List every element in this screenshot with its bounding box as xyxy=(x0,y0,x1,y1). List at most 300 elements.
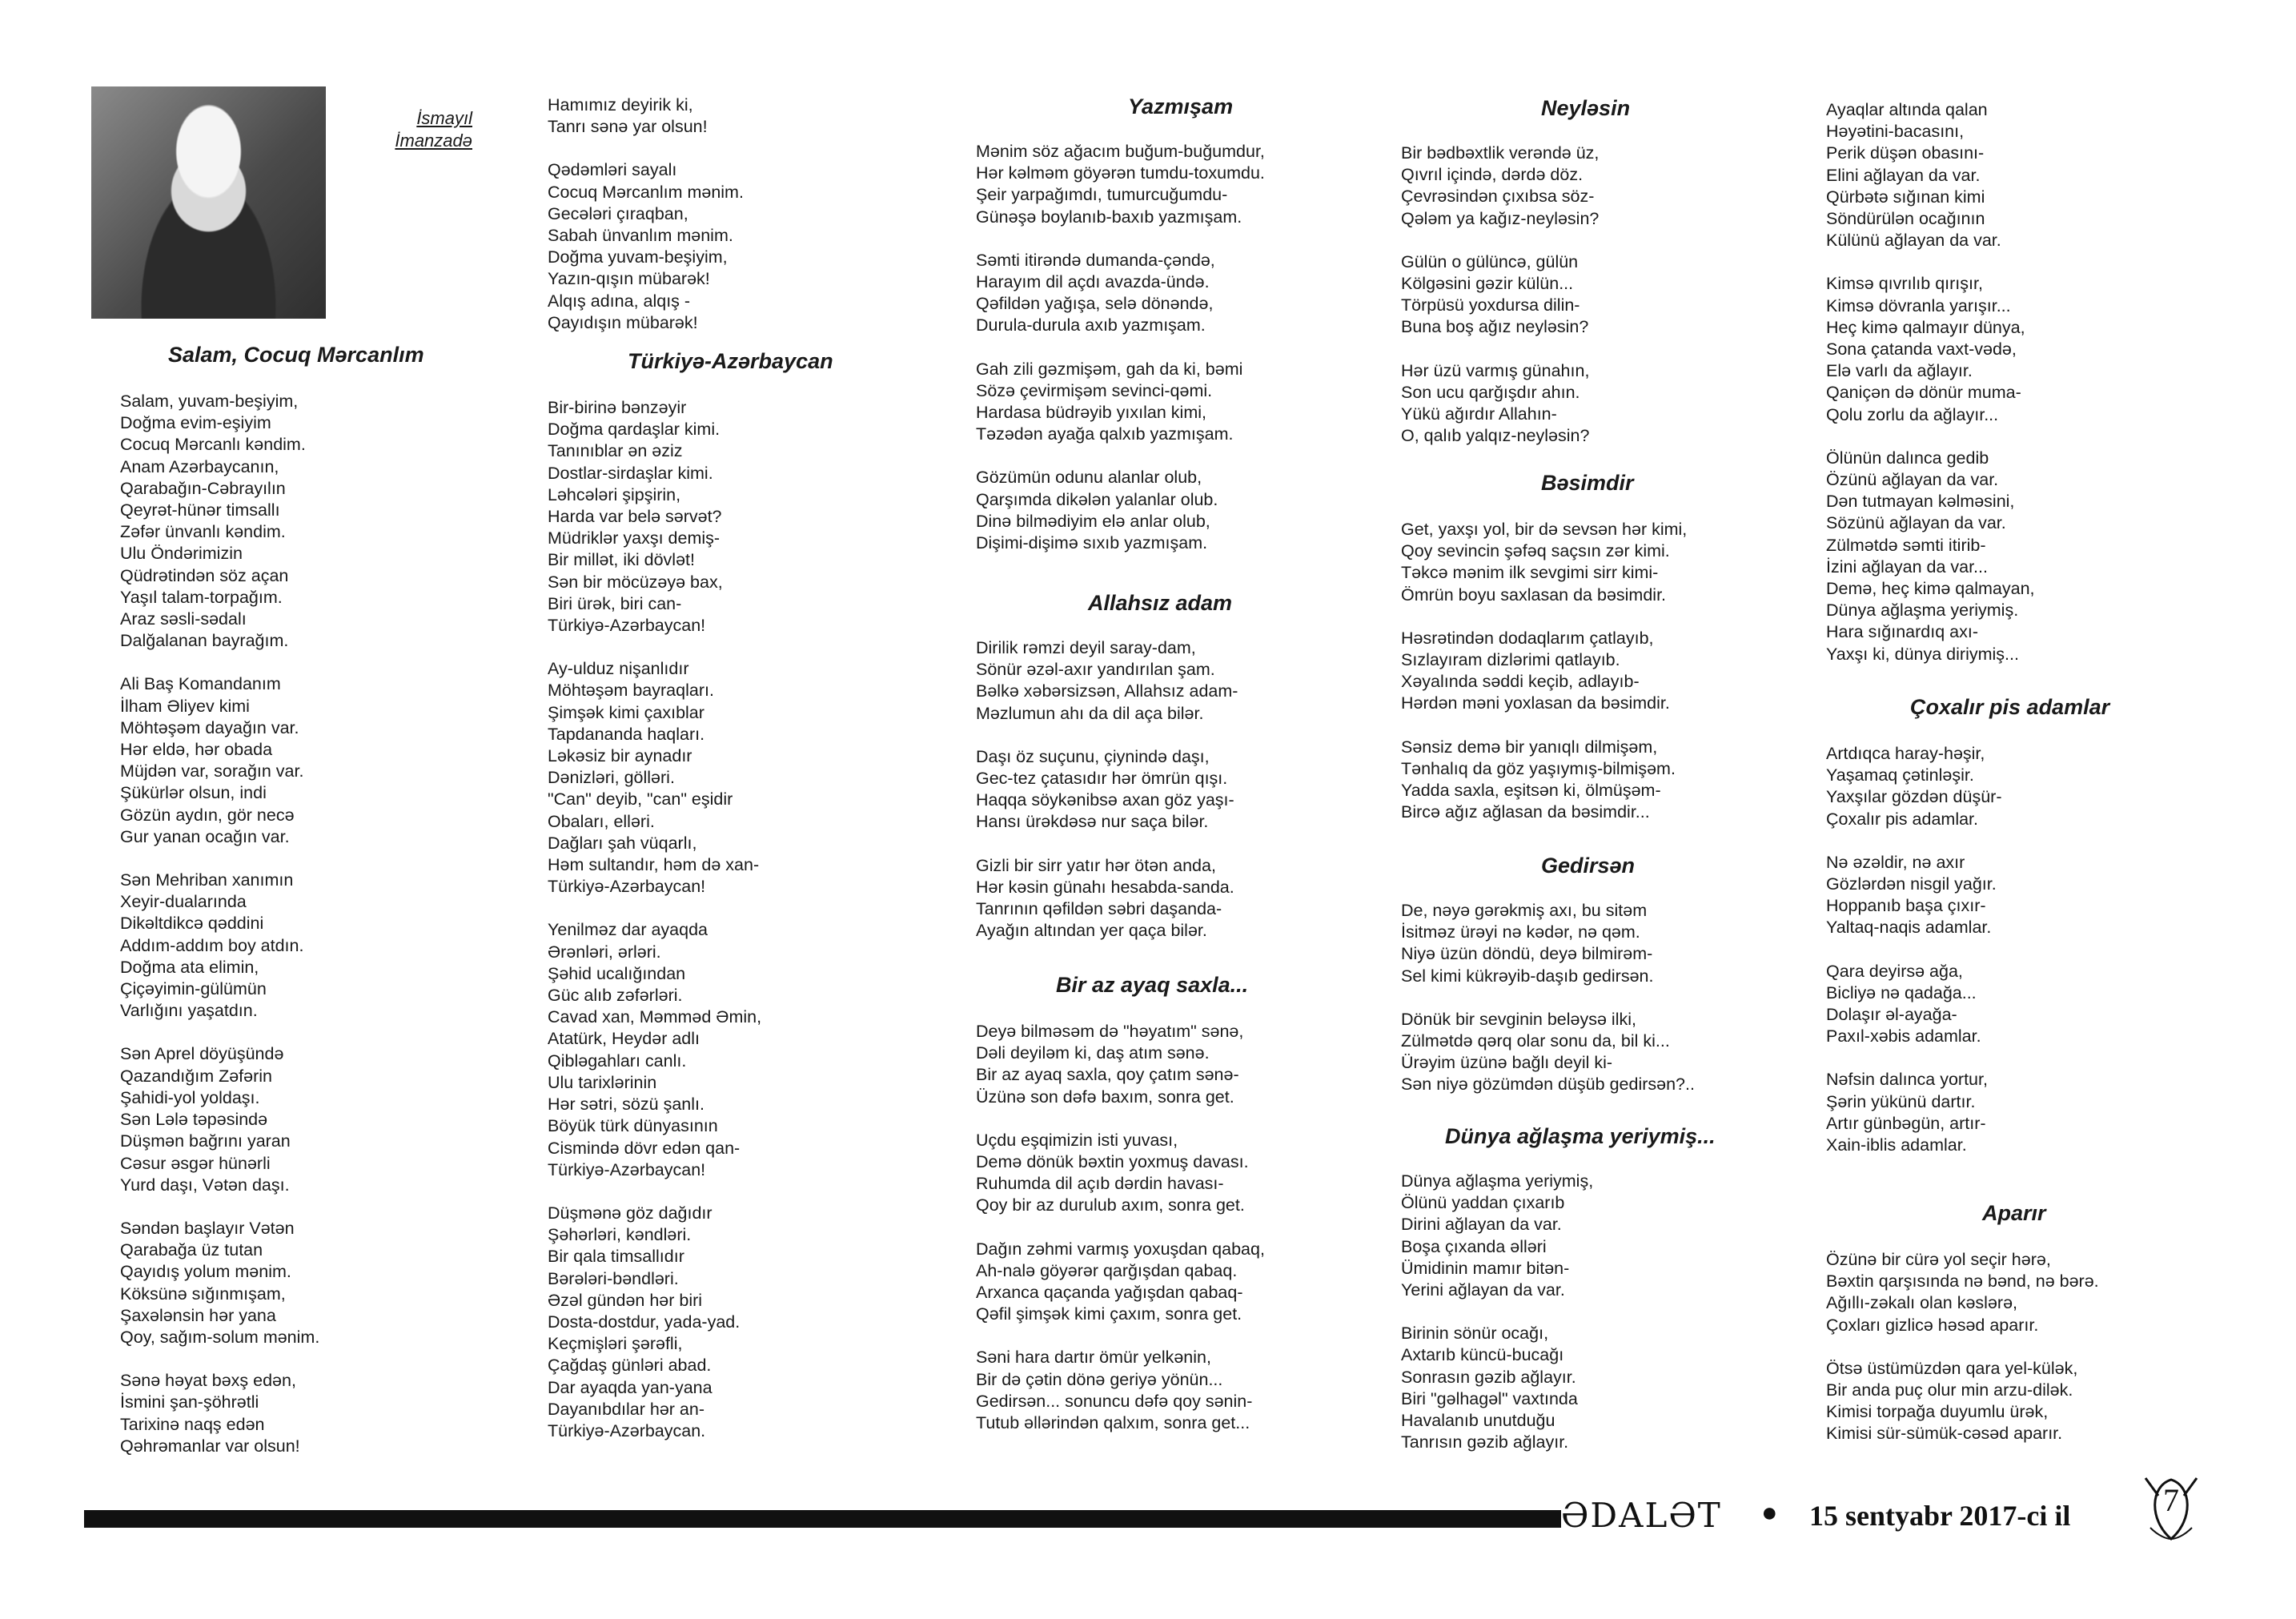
poem-title xyxy=(1541,854,1635,878)
verse-line: Artdıqca haray-həşir, xyxy=(1826,744,1985,763)
verse-line: Bərələri-bəndləri. xyxy=(548,1268,679,1288)
verse-line: Həm sultandır, həm də xan- xyxy=(548,855,760,875)
verse-line: Hoppanıb başa çıxır- xyxy=(1826,896,1986,916)
verse-line: Biri ürək, biri can- xyxy=(548,593,682,613)
verse-line: Hər kəsin günahı hesabda-sanda. xyxy=(976,877,1234,897)
verse-line: Hər kəlməm göyərən tumdu-toxumdu. xyxy=(976,163,1265,183)
verse-line: Şükürlər olsun, indi xyxy=(120,783,267,803)
verse-line: Bir-birinə bənzəyir xyxy=(548,398,687,417)
poem-title xyxy=(1541,471,1634,495)
verse-line: Çoxalır pis adamlar. xyxy=(1826,809,1978,829)
poem-title xyxy=(1541,96,1630,120)
verse-line: Gizli bir sirr yatır hər ötən anda, xyxy=(976,855,1216,875)
verse-line: Böyük türk dünyasının xyxy=(548,1116,718,1136)
verse-line: Şəhərləri, kəndləri. xyxy=(548,1225,692,1245)
stanza xyxy=(976,141,1265,228)
verse-line: Dayanıbdılar hər an- xyxy=(548,1399,704,1419)
verse-line: Çiçəyimin-gülümün xyxy=(120,979,267,999)
verse-line: Dikəltdikcə qəddini xyxy=(120,914,264,934)
poem-body xyxy=(120,391,319,1479)
verse-line: Birinin sönür ocağı, xyxy=(1401,1324,1549,1344)
verse-line: Şeir yarpağımdı, tumurcuğumdu- xyxy=(976,185,1228,205)
verse-line: Perik düşən obasını- xyxy=(1826,143,1985,163)
verse-line: Biri "gəlhagəl" vaxtında xyxy=(1401,1388,1578,1408)
verse-line: Sabah ünvanlım mənim. xyxy=(548,226,733,246)
verse-line: Həsrətindən dodaqlarım çatlayıb, xyxy=(1401,628,1654,648)
stanza xyxy=(1826,99,2035,251)
verse-line: Gah zili gəzmişəm, gah da ki, bəmi xyxy=(976,359,1243,379)
verse-line: Heç kimə qalmayır dünya, xyxy=(1826,317,2025,337)
author-photo xyxy=(91,86,326,319)
verse-line: Dağları şah vüqarlı, xyxy=(548,833,697,853)
verse-line: Ayağın altından yer qaça bilər. xyxy=(976,921,1207,941)
verse-line: Keçmişləri şərəfli, xyxy=(548,1334,683,1354)
verse-line: Şərin yükünü dartır. xyxy=(1826,1091,1976,1111)
verse-line: Sənsiz demə bir yanıqlı dilmişəm, xyxy=(1401,737,1658,757)
verse-line: Bir anda puç olur min arzu-dilək. xyxy=(1826,1380,2073,1400)
stanza xyxy=(120,1218,319,1348)
author-first-name: İsmayıl xyxy=(416,108,472,128)
verse-line: Türkiyə-Azərbaycan! xyxy=(548,877,706,897)
verse-line: Yaşıl talam-torpağım. xyxy=(120,587,283,607)
verse-line: Xain-iblis adamlar. xyxy=(1826,1135,1967,1155)
verse-line: Artır günbəgün, artır- xyxy=(1826,1113,1986,1133)
verse-line: Tanınıblar ən əziz xyxy=(548,441,683,461)
verse-line: Qıvrıl içində, dərdə döz. xyxy=(1401,165,1584,185)
verse-line: Həyətini-bacasını, xyxy=(1826,122,1965,142)
verse-line: Hər sətri, sözü şanlı. xyxy=(548,1095,704,1115)
stanza xyxy=(1401,360,1599,448)
verse-line: Şahidi-yol yoldaşı. xyxy=(120,1087,260,1107)
verse-line: Çoxları gizlicə həsəd aparır. xyxy=(1826,1315,2039,1335)
stanza xyxy=(548,397,761,637)
poem-title-text: Salam, Cocuq Mərcanlım xyxy=(168,343,424,367)
poem-body xyxy=(1826,99,2035,687)
verse-line: Dəli deyiləm ki, daş atım sənə. xyxy=(976,1043,1210,1063)
verse-line: Müjdən var, sorağın var. xyxy=(120,761,304,781)
verse-line: Bircə ağız ağlasan da bəsimdir... xyxy=(1401,802,1650,822)
stanza xyxy=(1401,519,1687,606)
verse-line: Gecələri çıraqban, xyxy=(548,203,688,223)
verse-line: Yükü ağırdır Allahın- xyxy=(1401,404,1557,424)
poem-body xyxy=(1401,1171,1593,1475)
poem-body xyxy=(976,1021,1265,1456)
verse-line: Atatürk, Heydər adlı xyxy=(548,1029,700,1049)
stanza xyxy=(120,1370,319,1457)
verse-line: Özünü ağlayan da var. xyxy=(1826,470,1999,490)
verse-line: Get, yaxşı yol, bir də sevsən hər kimi, xyxy=(1401,520,1688,539)
verse-line: Bir bədbəxtlik verəndə üz, xyxy=(1401,143,1600,163)
poem-title-text: Gedirsən xyxy=(1541,854,1636,878)
verse-line: Ölünün dalınca gedib xyxy=(1826,448,1989,468)
verse-line: Ölünü yaddan çıxarıb xyxy=(1401,1193,1565,1213)
verse-line: Doğma yuvam-beşiyim, xyxy=(548,247,728,267)
poem-body xyxy=(1826,1249,2099,1467)
verse-line: Dişimi-dişimə sıxıb yazmışam. xyxy=(976,533,1208,553)
verse-line: Tanrının qəfildən səbri daşanda- xyxy=(976,899,1222,919)
verse-line: Daşı öz suçunu, çiynində daşı, xyxy=(976,746,1210,766)
poem-body xyxy=(1826,743,2002,1178)
stanza xyxy=(1401,1323,1593,1453)
verse-line: Hardasa büdrəyib yıxılan kimi, xyxy=(976,403,1206,423)
verse-line: Bir də çətin dönə geriyə yönün... xyxy=(976,1369,1223,1389)
verse-line: Qüdrətindən söz açan xyxy=(120,565,289,585)
poem-body xyxy=(1401,519,1687,845)
verse-line: Ayaqlar altında qalan xyxy=(1826,100,1988,119)
verse-line: Nə əzəldir, nə axır xyxy=(1826,852,1965,872)
verse-line: Qolu zorlu da ağlayır... xyxy=(1826,404,1999,424)
verse-line: Ali Baş Komandanım xyxy=(120,674,281,694)
verse-line: De, nəyə gərəkmiş axı, bu sitəm xyxy=(1401,901,1648,920)
verse-line: Hər üzü varmış günahın, xyxy=(1401,360,1590,380)
verse-line: Zülmətdə qərq olar sonu da, bil ki... xyxy=(1401,1031,1670,1051)
verse-line: Arxanca qaçanda yağışdan qabaq- xyxy=(976,1283,1243,1303)
poem-body xyxy=(976,637,1238,963)
poem-title-text: Çoxalır pis adamlar xyxy=(1910,695,2110,719)
verse-line: Güc alıb zəfərləri. xyxy=(548,986,683,1006)
verse-line: Qarşımda dikələn yalanlar olub. xyxy=(976,489,1218,509)
stanza xyxy=(976,637,1238,725)
poem-body xyxy=(1401,143,1599,468)
poem-title-text: Bəsimdir xyxy=(1541,471,1634,495)
verse-line: Qəfildən yağışa, selə dönəndə, xyxy=(976,294,1214,314)
stanza xyxy=(976,359,1265,446)
verse-line: Ulu tarixlərinin xyxy=(548,1072,657,1092)
verse-line: Dən tutmayan kəlməsini, xyxy=(1826,492,2015,512)
verse-line: Gur yanan ocağın var. xyxy=(120,826,290,846)
verse-line: Sızlayıram dizlərimi qatlayıb. xyxy=(1401,650,1620,670)
verse-line: Sən niyə gözümdən düşüb gedirsən?.. xyxy=(1401,1075,1695,1095)
poem-title xyxy=(1056,973,1248,997)
verse-line: Ləkəsiz bir aynadır xyxy=(548,746,692,766)
verse-line: Dosta-dostdur, yada-yad. xyxy=(548,1312,741,1332)
verse-line: Uçdu eşqimizin isti yuvası, xyxy=(976,1130,1178,1150)
verse-line: Cismində dövr edən qan- xyxy=(548,1138,741,1158)
verse-line: Bicliyə nə qadağa... xyxy=(1826,982,1977,1002)
stanza xyxy=(1826,743,2002,830)
stanza xyxy=(1826,1069,2002,1156)
poem-title-text: Neyləsin xyxy=(1541,96,1631,120)
verse-line: Dünya ağlaşma yeriymiş, xyxy=(1401,1171,1594,1191)
verse-line: Günəşə boylanıb-baxıb yazmışam. xyxy=(976,207,1242,227)
verse-line: Dinə bilmədiyim elə anlar olub, xyxy=(976,511,1210,531)
verse-line: Tanrı sənə yar olsun! xyxy=(548,117,708,137)
stanza xyxy=(976,250,1265,337)
verse-line: Deyə bilməsəm də "həyatım" sənə, xyxy=(976,1022,1244,1041)
verse-line: Gözlərdən nisgil yağır. xyxy=(1826,874,1997,894)
verse-line: Sönür əzəl-axır yandırılan şam. xyxy=(976,660,1215,680)
verse-line: Ümidinin mamır bitən- xyxy=(1401,1258,1570,1278)
stanza xyxy=(1826,1358,2099,1445)
poem-body xyxy=(548,397,761,1464)
verse-line: Qibləgahları canlı. xyxy=(548,1051,687,1071)
verse-line: Ağıllı-zəkalı olan kəslərə, xyxy=(1826,1293,2017,1313)
verse-line: Salam, yuvam-beşiyim, xyxy=(120,392,299,411)
verse-line: Sən Mehriban xanımın xyxy=(120,870,294,890)
verse-line: Türkiyə-Azərbaycan! xyxy=(548,616,706,636)
verse-line: Ömrün boyu saxlasan da bəsimdir. xyxy=(1401,585,1667,605)
verse-line: Ay-ulduz nişanlıdır xyxy=(548,659,689,679)
verse-line: Məzlumun ahı da dil aça bilər. xyxy=(976,703,1204,723)
stanza xyxy=(976,746,1238,834)
verse-line: "Can" deyib, "can" eşidir xyxy=(548,789,733,810)
stanza xyxy=(1826,1249,2099,1336)
verse-line: Niyə üzün döndü, deyə bilmirəm- xyxy=(1401,944,1653,964)
verse-line: Şaxələnsin hər yana xyxy=(120,1305,276,1325)
verse-line: Zülmətdə səmti itirib- xyxy=(1826,535,1986,555)
verse-line: Təzədən ayağa qalxıb yazmışam. xyxy=(976,424,1234,444)
verse-line: Yaxşılar gözdən düşür- xyxy=(1826,787,2002,807)
stanza xyxy=(548,94,744,138)
poem-title xyxy=(168,343,424,367)
verse-line: Sən Lələ təpəsində xyxy=(120,1110,268,1130)
verse-line: Obaları, elləri. xyxy=(548,811,655,831)
verse-line: Sonrasın gəzib ağlayır. xyxy=(1401,1367,1576,1387)
verse-line: Möhtəşəm bayraqları. xyxy=(548,681,714,701)
verse-line: Əzəl gündən hər biri xyxy=(548,1290,703,1310)
verse-line: Mənim söz ağacım buğum-buğumdur, xyxy=(976,142,1265,161)
verse-line: Yaltaq-naqis adamlar. xyxy=(1826,918,1992,938)
verse-line: Sona çatanda vaxt-vədə, xyxy=(1826,339,2017,360)
verse-line: Yaşamaq çətinləşir. xyxy=(1826,765,1974,785)
poem-title-text: Bir az ayaq saxla... xyxy=(1056,973,1249,997)
verse-line: Son ucu qarğışdır ahın. xyxy=(1401,382,1580,402)
verse-line: Bəxtin qarşısında nə bənd, nə bərə. xyxy=(1826,1271,2099,1292)
verse-line: Tənhalıq da göz yaşıymış-bilmişəm. xyxy=(1401,758,1676,778)
verse-line: Gülün o gülüncə, gülün xyxy=(1401,251,1579,271)
poem-title xyxy=(1982,1201,2046,1225)
verse-line: Sel kimi kükrəyib-daşıb gedirsən. xyxy=(1401,966,1654,986)
verse-line: Yerini ağlayan da var. xyxy=(1401,1280,1565,1300)
verse-line: Demə, heç kimə qalmayan, xyxy=(1826,579,2035,599)
stanza xyxy=(976,467,1265,554)
poem-title-text: Aparır xyxy=(1982,1201,2046,1225)
verse-line: Zəfər ünvanlı kəndim. xyxy=(120,522,286,542)
verse-line: Qeyrət-hünər timsallı xyxy=(120,500,280,520)
poem-title-text: Dünya ağlaşma yeriymiş... xyxy=(1445,1124,1716,1148)
verse-line: Hansı ürəkdəsə nur saça bilər. xyxy=(976,812,1209,832)
verse-line: Durula-durula axıb yazmışam. xyxy=(976,315,1206,335)
verse-line: Elə varlı da ağlayır. xyxy=(1826,361,1973,381)
stanza xyxy=(1401,628,1687,715)
verse-line: Külünü ağlayan da var. xyxy=(1826,231,2001,251)
stanza xyxy=(1401,143,1599,230)
verse-line: Törpüsü yoxdursa dilin- xyxy=(1401,295,1580,315)
verse-line: Bir millət, iki dövlət! xyxy=(548,550,695,570)
verse-line: Kimisi sür-sümük-cəsəd aparır. xyxy=(1826,1424,2063,1444)
verse-line: Şəhid ucalığından xyxy=(548,963,686,983)
verse-line: Qoy, sağım-solum mənim. xyxy=(120,1327,320,1347)
masthead-logo: ƏDALƏT xyxy=(1561,1496,1722,1535)
verse-line: Sən bir möcüzəyə bax, xyxy=(548,572,723,592)
verse-line: Qələm ya kağız-neyləsin? xyxy=(1401,208,1600,228)
stanza xyxy=(1401,1171,1593,1301)
verse-line: Gözün aydın, gör necə xyxy=(120,805,295,825)
verse-line: Hər eldə, hər obada xyxy=(120,740,273,760)
verse-line: O, qalıb yalqız-neyləsin? xyxy=(1401,426,1590,446)
footer-rule xyxy=(84,1510,1561,1528)
verse-line: Gedirsən... sonuncu dəfə qoy sənin- xyxy=(976,1391,1253,1411)
verse-line: Cocuq Mərcanlım mənim. xyxy=(548,182,744,202)
verse-line: Səni hara dartır ömür yelkənin, xyxy=(976,1348,1211,1368)
verse-line: Düşmənə göz dağıdır xyxy=(548,1203,712,1223)
verse-line: Anam Azərbaycanın, xyxy=(120,456,279,476)
page-number: 7 xyxy=(2163,1482,2179,1518)
verse-line: Çevrəsindən çıxıbsa söz- xyxy=(1401,187,1595,207)
stanza xyxy=(1826,961,2002,1048)
verse-line: Qayıdışın mübarək! xyxy=(548,312,698,332)
verse-line: Çağdaş günləri abad. xyxy=(548,1356,712,1376)
stanza xyxy=(1826,273,2035,425)
stanza xyxy=(548,1203,761,1442)
verse-line: Bir qala timsallıdır xyxy=(548,1247,684,1267)
verse-line: Üzünə son dəfə baxım, sonra get. xyxy=(976,1087,1234,1107)
verse-line: Qəfil şimşək kimi çaxım, sonra get. xyxy=(976,1304,1242,1324)
verse-line: Tanrısın gəzib ağlayır. xyxy=(1401,1432,1569,1452)
verse-line: Səmti itirəndə dumanda-çəndə, xyxy=(976,250,1215,270)
verse-line: Möhtəşəm dayağın var. xyxy=(120,717,299,737)
verse-line: Xeyir-dualarında xyxy=(120,892,247,912)
verse-line: Düşmən bağrını yaran xyxy=(120,1131,291,1151)
verse-line: Dağın zəhmi varmış yoxuşdan qabaq, xyxy=(976,1239,1265,1259)
stanza xyxy=(120,870,319,1022)
verse-line: Addım-addım boy atdın. xyxy=(120,935,304,955)
poem-title xyxy=(628,349,833,373)
verse-line: Tarixinə naqş edən xyxy=(120,1414,265,1434)
stanza xyxy=(976,1347,1265,1434)
verse-line: Demə dönük bəxtin yoxmuş davası. xyxy=(976,1152,1249,1172)
verse-line: İsitməz ürəyi nə kədər, nə qəm. xyxy=(1401,922,1640,942)
verse-line: İlham Əliyev kimi xyxy=(120,696,250,716)
verse-line: Dostlar-sirdaşlar kimi. xyxy=(548,463,713,483)
verse-line: İzini ağlayan da var... xyxy=(1826,556,1988,576)
verse-line: Kölgəsini gəzir külün... xyxy=(1401,274,1574,294)
stanza xyxy=(1401,900,1695,987)
stanza xyxy=(1826,852,2002,939)
verse-line: Cavad xan, Məmməd Əmin, xyxy=(548,1007,762,1027)
verse-line: Sənə həyat bəxş edən, xyxy=(120,1371,296,1391)
verse-line: Dənizləri, gölləri. xyxy=(548,768,675,788)
stanza xyxy=(120,1043,319,1195)
poem-body xyxy=(548,94,744,356)
stanza xyxy=(120,673,319,848)
verse-line: Qarabağın-Cəbrayılın xyxy=(120,478,286,498)
verse-line: Varlığını yaşatdın. xyxy=(120,1001,258,1021)
verse-line: Ah-nalə göyərər qarğışdan qabaq. xyxy=(976,1260,1238,1280)
verse-line: Yadda saxla, eşitsən ki, ölmüşəm- xyxy=(1401,781,1661,801)
poem-title xyxy=(1910,695,2109,719)
verse-line: Türkiyə-Azərbaycan. xyxy=(548,1420,706,1440)
verse-line: Yurd daşı, Vətən daşı. xyxy=(120,1175,290,1195)
verse-line: Boşa çıxanda əlləri xyxy=(1401,1236,1547,1256)
verse-line: Dolaşır əl-ayağa- xyxy=(1826,1005,1957,1025)
verse-line: Buna boş ağız neyləsin? xyxy=(1401,317,1589,337)
verse-line: Tutub əllərindən qalxım, sonra get... xyxy=(976,1413,1250,1433)
verse-line: Ləhcələri şipşirin, xyxy=(548,484,681,504)
verse-line: Yaxşı ki, dünya diriymiş... xyxy=(1826,644,2019,664)
stanza xyxy=(548,159,744,334)
verse-line: Elini ağlayan da var. xyxy=(1826,165,1981,185)
stanza xyxy=(976,1130,1265,1217)
verse-line: Qara deyirsə ağa, xyxy=(1826,961,1963,981)
stanza xyxy=(976,855,1238,942)
verse-line: Paxıl-xəbis adamlar. xyxy=(1826,1026,1981,1047)
verse-line: Axtarıb küncü-bucağı xyxy=(1401,1345,1564,1365)
verse-line: Gec-tez çatasıdır hər ömrün qışı. xyxy=(976,769,1228,789)
verse-line: Ürəyim üzünə bağlı deyil ki- xyxy=(1401,1053,1613,1073)
verse-line: Nəfsin dalınca yortur, xyxy=(1826,1070,1988,1090)
verse-line: Qoy sevincin şəfəq saçsın zər kimi. xyxy=(1401,541,1670,561)
poem-title xyxy=(1088,591,1232,615)
verse-line: Ruhumda dil açıb dərdin havası- xyxy=(976,1174,1224,1194)
verse-line: Qədəmləri sayalı xyxy=(548,160,677,180)
verse-line: Hara sığınardıq axı- xyxy=(1826,622,1979,642)
verse-line: Dirini ağlayan da var. xyxy=(1401,1215,1562,1235)
poem-title xyxy=(1445,1124,1716,1148)
poem-title-text: Allahsız adam xyxy=(1088,591,1233,615)
poem-title xyxy=(1128,94,1233,119)
verse-line: Yazın-qışın mübarək! xyxy=(548,269,710,289)
verse-line: Dirilik rəmzi deyil saray-dam, xyxy=(976,638,1196,657)
verse-line: Hərdən məni yoxlasan da bəsimdir. xyxy=(1401,693,1670,713)
verse-line: Qoy bir az durulub axım, sonra get. xyxy=(976,1195,1245,1215)
author-name xyxy=(376,107,472,152)
verse-line: Türkiyə-Azərbaycan! xyxy=(548,1159,706,1179)
verse-line: Havalanıb unutduğu xyxy=(1401,1411,1555,1431)
verse-line: Xəyalında səddi keçib, adlayıb- xyxy=(1401,672,1640,692)
poem-body xyxy=(1401,900,1695,1118)
verse-line: Doğma ata elimin, xyxy=(120,957,259,977)
verse-line: Ulu Öndərimizin xyxy=(120,544,243,564)
verse-line: Harayım dil açdı avazda-ündə. xyxy=(976,272,1210,292)
verse-line: Özünə bir cürə yol seçir hərə, xyxy=(1826,1250,2051,1269)
poem-title-text: Türkiyə-Azərbaycan xyxy=(628,349,833,373)
stanza xyxy=(1401,737,1687,824)
verse-line: Alqış adına, alqış - xyxy=(548,291,691,311)
verse-line: Səndən başlayır Vətən xyxy=(120,1218,295,1238)
verse-line: Təkcə mənim ilk sevgimi sirr kimi- xyxy=(1401,563,1659,583)
verse-line: Müdriklər yaxşı demiş- xyxy=(548,528,721,548)
verse-line: Tapdananda haqları. xyxy=(548,724,705,744)
verse-line: Söndürülən ocağının xyxy=(1826,209,1985,229)
verse-line: Ötsə üstümüzdən qara yel-külək, xyxy=(1826,1358,2078,1378)
verse-line: İsmini şan-şöhrətli xyxy=(120,1392,259,1412)
verse-line: Bəlkə xəbərsizsən, Allahsız adam- xyxy=(976,681,1238,701)
verse-line: Araz səsli-sədalı xyxy=(120,609,247,629)
verse-line: Qəhrəmanlar var olsun! xyxy=(120,1436,300,1456)
verse-line: Sözə çevirmişəm sevinci-qəmi. xyxy=(976,380,1213,400)
verse-line: Sözünü ağlayan da var. xyxy=(1826,513,2006,533)
verse-line: Qazandığım Zəfərin xyxy=(120,1066,273,1086)
verse-line: Kimsə qıvrılıb qırışır, xyxy=(1826,274,1983,294)
verse-line: Kimsə dövranla yarışır... xyxy=(1826,295,2011,315)
issue-date: 15 sentyabr 2017-ci il xyxy=(1809,1500,2071,1532)
verse-line: Doğma evim-eşiyim xyxy=(120,413,271,433)
verse-line: Haqqa söykənibsə axan göz yaşı- xyxy=(976,790,1234,810)
verse-line: Qürbətə sığınan kimi xyxy=(1826,187,1985,207)
verse-line: Dönük bir sevginin beləysə ilki, xyxy=(1401,1009,1636,1029)
verse-line: Dünya ağlaşma yeriymiş. xyxy=(1826,601,2019,621)
verse-line: Qaniçən də dönür muma- xyxy=(1826,383,2021,403)
verse-line: Hamımız deyirik ki, xyxy=(548,95,693,114)
verse-line: Dalğalanan bayrağım. xyxy=(120,631,289,651)
verse-line: Gözümün odunu alanlar olub, xyxy=(976,468,1202,488)
poem-body xyxy=(976,141,1265,576)
verse-line: Harda var belə sərvət? xyxy=(548,507,722,527)
verse-line: Ərənləri, ərləri. xyxy=(548,942,661,962)
footer-bullet: ● xyxy=(1761,1497,1778,1528)
verse-line: Qarabağa üz tutan xyxy=(120,1240,263,1260)
